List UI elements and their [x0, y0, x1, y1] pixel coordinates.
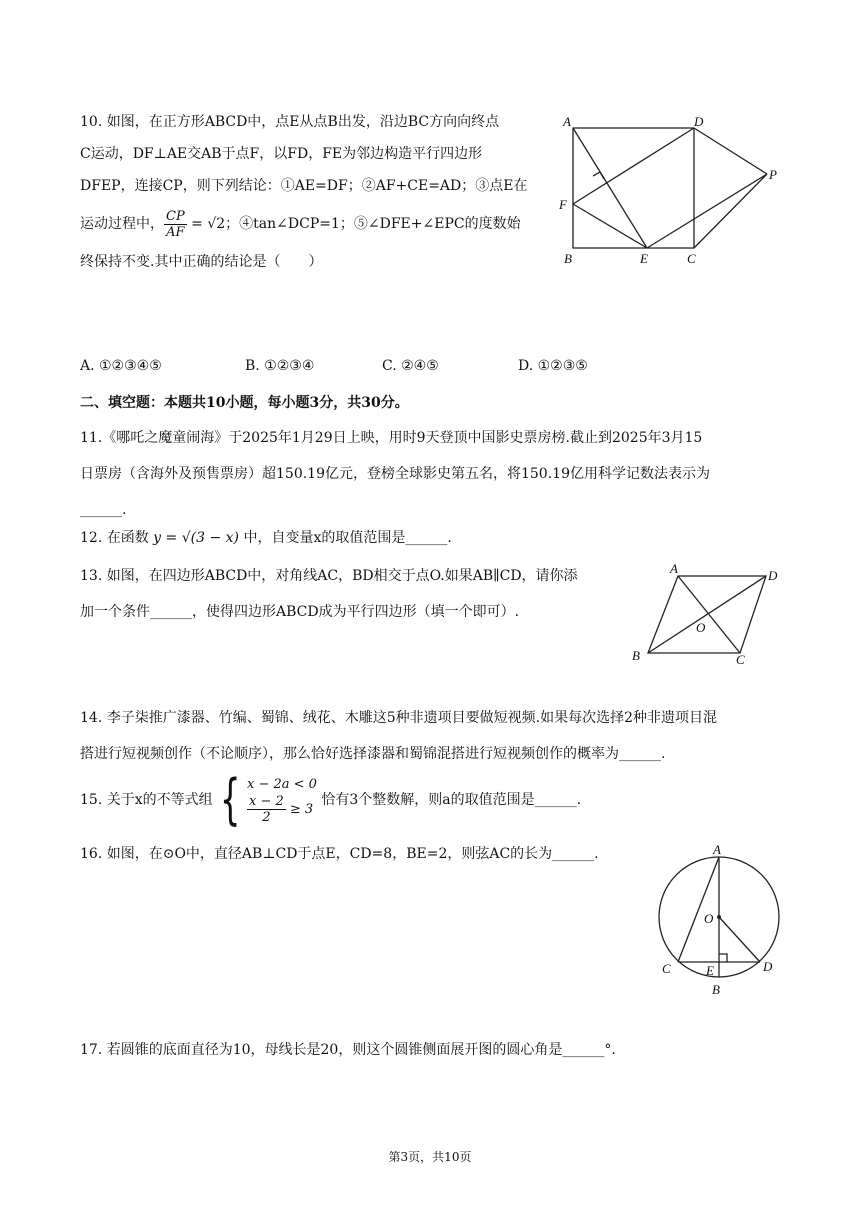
point-b-label: B [564, 251, 572, 266]
question-12-prefix: 12. 在函数 [80, 530, 149, 546]
inequality-system [247, 776, 317, 825]
choice-c[interactable]: C. ②④⑤ [382, 358, 439, 374]
question-12 [80, 522, 452, 554]
section-2-heading: 二、填空题：本题共10小题，每小题3分，共30分。 [80, 395, 409, 411]
question-10-line-2: C运动，DF⊥AE交AB于点F，以FD，FE为邻边构造平行四边形 [80, 146, 483, 162]
inequality-2-numerator: x − 2 [248, 793, 284, 809]
question-10-line-5: 终保持不变.其中正确的结论是（ ） [80, 254, 323, 270]
question-15-suffix: 恰有3个整数解，则a的取值范围是______. [321, 792, 582, 808]
question-15-prefix: 15. 关于x的不等式组 [80, 792, 213, 808]
question-14-line-2: 搭进行短视频创作（不论顺序），那么恰好选择漆器和蜀锦混搭进行短视频创作的概率为______. [80, 746, 666, 762]
question-10-choices [80, 358, 780, 382]
choice-d[interactable]: D. ①②③⑤ [518, 358, 588, 374]
question-10-line-4-prefix: 运动过程中， [80, 216, 164, 232]
question-11-line-3: ______. [80, 502, 127, 518]
square-abcd-figure [555, 108, 795, 268]
inequality-2-fraction [247, 794, 286, 825]
inequality-2-denominator: 2 [262, 809, 271, 825]
question-11-line-2: 日票房（含海外及预售票房）超150.19亿元，登榜全球影史第五名，将150.19亿用科学记数法表示为 [80, 466, 710, 482]
question-10-line-3: DFEP，连接CP，则下列结论：①AE=DF；②AF+CE=AD；③点E在 [80, 178, 528, 194]
point-e-label: E [706, 963, 714, 978]
point-o-label: O [704, 911, 714, 926]
question-15 [80, 770, 581, 830]
point-b-label: B [712, 982, 720, 997]
point-o-label: O [696, 620, 706, 635]
point-a-label: A [563, 114, 571, 129]
point-f-label: F [559, 197, 567, 212]
point-b-label: B [632, 648, 640, 663]
question-13 [80, 558, 640, 630]
question-17: 17. 若圆锥的底面直径为10，母线长是20，则这个圆锥侧面展开图的圆心角是______°. [80, 1042, 616, 1058]
point-e-label: E [640, 251, 648, 266]
quadrilateral-abcd-figure [630, 560, 790, 670]
question-10 [80, 106, 550, 278]
center-point [717, 915, 721, 919]
cp-over-af-fraction [164, 209, 187, 240]
point-a-label: A [670, 561, 678, 576]
left-brace-icon: { [219, 768, 241, 831]
fraction-denominator: AF [166, 224, 185, 240]
question-13-line-1: 13. 如图，在四边形ABCD中，对角线AC，BD相交于点O.如果AB∥CD，请你添 [80, 568, 578, 584]
point-p-label: P [769, 167, 777, 182]
page-footer: 第3页，共10页 [388, 1150, 472, 1164]
question-16: 16. 如图，在⊙O中，直径AB⊥CD于点E，CD=8，BE=2，则弦AC的长为______. [80, 846, 599, 862]
point-d-label: D [763, 959, 773, 974]
inequality-2-relation: ≥ 3 [289, 801, 314, 817]
question-10-line-4 [80, 202, 550, 246]
question-10-line-4-suffix: = √2；④tan∠DCP=1；⑤∠DFE+∠EPC的度数始 [191, 216, 521, 232]
point-d-label: D [768, 568, 778, 583]
inequality-1: x − 2a < 0 [246, 776, 317, 792]
choice-a[interactable]: A. ①②③④⑤ [80, 358, 162, 374]
point-a-label: A [713, 842, 721, 857]
question-10-line-1: 10. 如图，在正方形ABCD中，点E从点B出发，沿边BC方向向终点 [80, 114, 500, 130]
question-14 [80, 700, 800, 772]
question-11 [80, 420, 800, 528]
point-c-label: C [687, 251, 696, 266]
question-12-suffix: 中，自变量x的取值范围是______. [243, 530, 452, 546]
question-11-line-1: 11.《哪吒之魔童闹海》于2025年1月29日上映，用时9天登顶中国影史票房榜.截止到2025年3月15 [80, 430, 703, 446]
circle-o-figure [650, 838, 790, 998]
question-14-line-1: 14. 李子柒推广漆器、竹编、蜀锦、绒花、木雕这5种非遗项目要做短视频.如果每次选择2种非遗项目混 [80, 710, 717, 726]
point-d-label: D [694, 114, 704, 129]
point-c-label: C [662, 961, 671, 976]
choice-b[interactable]: B. ①②③④ [245, 358, 315, 374]
point-c-label: C [736, 652, 745, 667]
function-formula: y = √(3 − x) [153, 530, 239, 546]
fraction-numerator: CP [166, 208, 185, 224]
question-13-line-2: 加一个条件______，使得四边形ABCD成为平行四边形（填一个即可）. [80, 604, 520, 620]
